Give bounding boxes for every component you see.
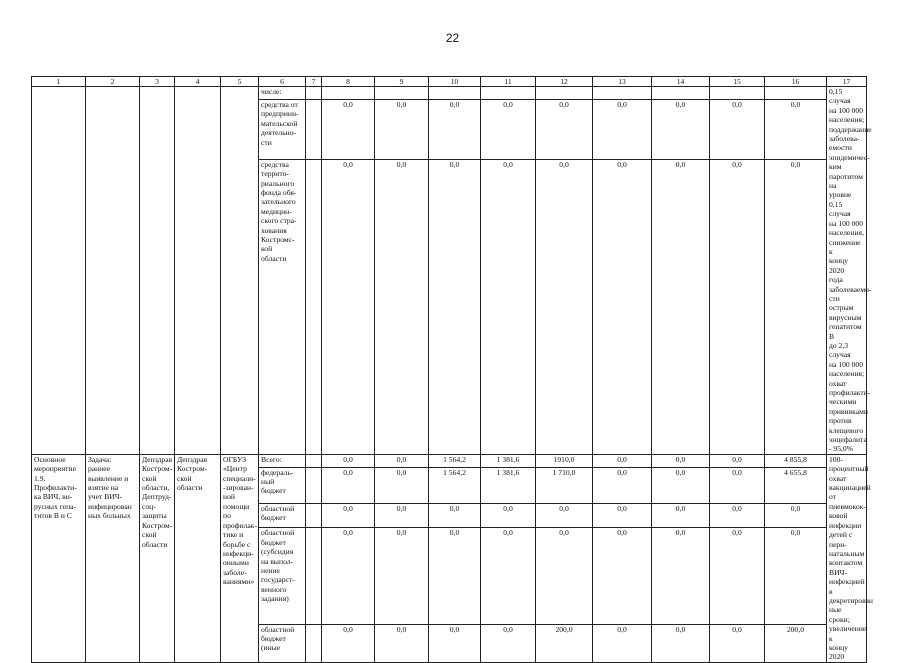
value-cell — [652, 454, 710, 467]
empty-cell — [306, 467, 322, 503]
funding-source — [259, 454, 306, 467]
empty-cell — [765, 87, 827, 100]
empty-cell — [536, 87, 593, 100]
cell-text: 0,0 — [732, 624, 742, 634]
cell-text: 0,0 — [732, 99, 742, 109]
cell-text: 13 — [618, 77, 626, 86]
value-cell — [536, 454, 593, 467]
header-cell-12 — [536, 77, 593, 87]
cell-text: средства террито- риального фонда обя- зательного медицин- ского стра- хования Костромс- кой области — [261, 159, 297, 263]
cell-text: 0,0 — [343, 99, 353, 109]
empty-cell — [306, 454, 322, 467]
value-cell — [593, 528, 652, 624]
header-cell-11 — [481, 77, 536, 87]
page-number: 22 — [445, 31, 460, 45]
value-cell — [710, 454, 765, 467]
value-cell — [322, 503, 375, 528]
value-cell — [481, 467, 536, 503]
value-cell — [765, 99, 827, 159]
value-cell — [652, 467, 710, 503]
value-cell — [765, 159, 827, 454]
cell-text: 10 — [450, 77, 459, 86]
funding-source — [259, 467, 306, 503]
cell-text: 0,0 — [790, 528, 801, 538]
value-cell — [375, 99, 429, 159]
value-cell — [536, 467, 593, 503]
cell-text: 0,0 — [396, 503, 407, 513]
value-cell — [375, 454, 429, 467]
cell-text: 15 — [733, 77, 741, 86]
empty-cell — [306, 528, 322, 624]
value-cell — [429, 503, 481, 528]
table-row — [32, 454, 867, 467]
cell-text: областной бюджет (иные — [261, 624, 295, 653]
header-cell-7 — [306, 77, 322, 87]
value-cell — [710, 503, 765, 528]
indicator-text — [827, 87, 872, 455]
value-cell — [652, 503, 710, 528]
value-cell — [429, 454, 481, 467]
header-cell-17 — [827, 77, 867, 87]
cell-text: 0,0 — [675, 99, 686, 109]
empty-cell — [710, 87, 765, 100]
cell-text: 0,0 — [617, 454, 627, 464]
funding-source — [259, 159, 306, 454]
cell-text: 17 — [842, 77, 851, 86]
empty-cell — [306, 624, 322, 662]
task-text — [86, 454, 140, 662]
activity-name — [32, 454, 86, 662]
value-cell — [765, 624, 827, 662]
value-cell — [322, 159, 375, 454]
cell-text: 0,0 — [559, 528, 569, 538]
cell-text: 0,0 — [503, 99, 513, 109]
value-cell — [481, 159, 536, 454]
cell-text: 0,0 — [732, 454, 742, 464]
cell-text: 0,0 — [617, 528, 627, 538]
value-cell — [375, 467, 429, 503]
cell-text: Депздрав Костром- ской области — [177, 454, 208, 493]
funding-source — [259, 624, 306, 662]
participant-text — [221, 454, 259, 662]
header-cell-6 — [259, 77, 306, 87]
value-cell — [765, 467, 827, 503]
cell-text: 6 — [280, 77, 284, 86]
cell-text: 0,0 — [675, 503, 686, 513]
value-cell — [322, 528, 375, 624]
cell-text: 0,0 — [790, 159, 801, 169]
table-row — [32, 87, 867, 100]
cell-text: 0,0 — [732, 467, 742, 477]
value-cell — [710, 99, 765, 159]
cell-text: областной бюджет — [261, 503, 295, 523]
cell-text: 0,0 — [449, 99, 460, 109]
indicator-text — [827, 454, 873, 662]
value-cell — [536, 159, 593, 454]
cell-text: 0,0 — [449, 624, 460, 634]
funding-source — [259, 503, 306, 528]
cell-text: 5 — [237, 77, 242, 86]
program-table — [31, 76, 873, 663]
cell-text: 3 — [155, 77, 159, 86]
cell-text: 0,0 — [503, 159, 513, 169]
value-cell — [375, 624, 429, 662]
cell-text: Основное мероприятие 1.9. Профилакти- ка ВИЧ, ви- русных гепа- титов В и С — [34, 454, 77, 521]
cell-text: 0,0 — [732, 528, 742, 538]
cell-text: 9 — [399, 77, 404, 86]
value-cell — [322, 454, 375, 467]
cell-text: 0,0 — [617, 99, 627, 109]
value-cell — [481, 99, 536, 159]
header-cell-16 — [765, 77, 827, 87]
cell-text: 16 — [791, 77, 800, 86]
header-cell-2 — [86, 77, 140, 87]
cell-text: 4 855,8 — [784, 454, 807, 464]
cell-text: Задача: раннее выявление и взятие на учет ВИЧ- инфицирован ных больных — [88, 454, 132, 521]
empty-cell — [375, 87, 429, 100]
cell-text: 0,0 — [343, 159, 353, 169]
header-cell-1 — [32, 77, 86, 87]
cell-text: 11 — [504, 77, 512, 86]
empty-cell — [221, 87, 259, 455]
value-cell — [593, 99, 652, 159]
cell-text: 0,0 — [396, 467, 407, 477]
cell-text: федераль- ный бюджет — [261, 467, 294, 496]
header-row — [32, 77, 867, 87]
value-cell — [593, 624, 652, 662]
cell-text: 1 564,2 — [443, 467, 466, 477]
empty-cell — [593, 87, 652, 100]
cell-text: 0,0 — [559, 503, 569, 513]
value-cell — [652, 99, 710, 159]
cell-text: 0,0 — [343, 467, 353, 477]
empty-cell — [306, 87, 322, 100]
executor-text — [175, 454, 221, 662]
value-cell — [429, 159, 481, 454]
cell-text: 0,0 — [675, 467, 686, 477]
cell-text: 0,0 — [396, 624, 407, 634]
cell-text: 0,0 — [675, 528, 686, 538]
header-cell-13 — [593, 77, 652, 87]
cell-text: 0,0 — [343, 624, 353, 634]
cell-text: Всего: — [261, 454, 282, 464]
empty-cell — [175, 87, 221, 455]
value-cell — [429, 624, 481, 662]
cell-text: 1 710,0 — [552, 467, 576, 477]
value-cell — [652, 624, 710, 662]
header-cell-3 — [140, 77, 175, 87]
cell-text: 0,0 — [617, 159, 627, 169]
cell-text: ОГБУЗ «Центр специали- -зирован- ной помощи по профилак- тике и борьбе с инфекци- онными заболе- ваниями» — [223, 454, 258, 587]
cell-text: 0,0 — [732, 503, 742, 513]
cell-text: 0,0 — [396, 528, 407, 538]
header-cell-5 — [221, 77, 259, 87]
value-cell — [375, 159, 429, 454]
value-cell — [481, 528, 536, 624]
cell-text: 4 655,8 — [784, 467, 807, 477]
empty-cell — [306, 503, 322, 528]
cell-text: 4 — [195, 77, 200, 86]
value-cell — [710, 467, 765, 503]
cell-text: 0,0 — [449, 528, 460, 538]
value-cell — [536, 99, 593, 159]
funding-source — [259, 99, 306, 159]
cell-text: 0,15 случая на 100 000 населения; поддержание заболева- емости эпидемичес- ким паротитом на уровне 0,15 случая на 100 000 населения, снижение к концу 2020 года заболеваемо- сти острым вирусным гепатитом В до 2,3 случая на 100 000 населения; охват профилакти- ческими прививками против клещевого энцефалита - 95,0% — [829, 87, 872, 454]
cell-text: 0,0 — [503, 503, 513, 513]
cell-text: 0,0 — [343, 503, 353, 513]
cell-text: 0,0 — [732, 159, 742, 169]
header-cell-4 — [175, 77, 221, 87]
value-cell — [652, 528, 710, 624]
cell-text: 0,0 — [503, 624, 513, 634]
cell-text: 14 — [676, 77, 685, 86]
empty-cell — [429, 87, 481, 100]
header-cell-8 — [322, 77, 375, 87]
cell-text: 1 — [56, 77, 61, 86]
empty-cell — [322, 87, 375, 100]
empty-cell — [32, 87, 86, 455]
cell-text: 100- процентный охват вакцинацией от пневмокок- ковой инфекции детей с пери- натальным контактом ВИЧ- инфекцией в декретирован ные сроки; увеличение к концу 2020 — [829, 454, 873, 662]
cell-text: 0,0 — [617, 467, 627, 477]
cell-text: 0,0 — [675, 454, 686, 464]
empty-cell — [481, 87, 536, 100]
cell-text: 0,0 — [343, 528, 353, 538]
cell-text: 0,0 — [396, 99, 407, 109]
value-cell — [429, 467, 481, 503]
funding-source — [259, 87, 306, 100]
cell-text: 12 — [560, 77, 568, 86]
cell-text: 0,0 — [396, 159, 407, 169]
value-cell — [710, 159, 765, 454]
cell-text: областной бюджет (субсидия на выпол- нение государст- венного задания) — [261, 528, 295, 604]
cell-text: 1 381,6 — [496, 467, 520, 477]
cell-text: 0,0 — [559, 159, 569, 169]
cell-text: 0,0 — [396, 454, 407, 464]
cell-text: Депздрав Костром- ской области, Дептруд- соц- защиты Костром- ской области — [142, 454, 173, 549]
value-cell — [429, 528, 481, 624]
value-cell — [765, 454, 827, 467]
value-cell — [593, 503, 652, 528]
cell-text: 0,0 — [449, 159, 460, 169]
empty-cell — [86, 87, 140, 455]
cell-text: 1 381,6 — [496, 454, 520, 464]
empty-cell — [306, 99, 322, 159]
empty-cell — [652, 87, 710, 100]
cell-text: 7 — [311, 77, 316, 86]
cell-text: 0,0 — [343, 454, 353, 464]
value-cell — [481, 503, 536, 528]
empty-cell — [140, 87, 175, 455]
value-cell — [481, 624, 536, 662]
value-cell — [322, 467, 375, 503]
value-cell — [765, 503, 827, 528]
cell-text: 0,0 — [503, 528, 513, 538]
value-cell — [375, 503, 429, 528]
cell-text: 0,0 — [617, 503, 627, 513]
header-cell-9 — [375, 77, 429, 87]
header-cell-10 — [429, 77, 481, 87]
cell-text: 0,0 — [675, 624, 686, 634]
cell-text: 2 — [110, 77, 115, 86]
value-cell — [322, 624, 375, 662]
value-cell — [710, 624, 765, 662]
header-cell-15 — [710, 77, 765, 87]
cell-text: 200,0 — [786, 624, 805, 634]
value-cell — [593, 467, 652, 503]
value-cell — [536, 624, 593, 662]
cell-text: 1910,0 — [553, 454, 575, 464]
value-cell — [536, 528, 593, 624]
value-cell — [322, 99, 375, 159]
value-cell — [481, 454, 536, 467]
value-cell — [593, 454, 652, 467]
cell-text: числе: — [261, 87, 282, 96]
value-cell — [765, 528, 827, 624]
value-cell — [536, 503, 593, 528]
header-cell-14 — [652, 77, 710, 87]
value-cell — [375, 528, 429, 624]
value-cell — [429, 99, 481, 159]
cell-text: 0,0 — [790, 99, 801, 109]
cell-text: 200,0 — [555, 624, 573, 634]
value-cell — [652, 159, 710, 454]
funding-source — [259, 528, 306, 624]
cell-text: средства от предприни- мательской деятельно- сти — [261, 99, 299, 147]
value-cell — [710, 528, 765, 624]
value-cell — [593, 159, 652, 454]
cell-text: 8 — [346, 77, 350, 86]
empty-cell — [306, 159, 322, 454]
responsible-text — [140, 454, 175, 662]
cell-text: 0,0 — [617, 624, 627, 634]
cell-text: 1 564,2 — [443, 454, 466, 464]
cell-text: 0,0 — [449, 503, 460, 513]
cell-text: 0,0 — [559, 99, 569, 109]
cell-text: 0,0 — [675, 159, 686, 169]
cell-text: 0,0 — [790, 503, 801, 513]
